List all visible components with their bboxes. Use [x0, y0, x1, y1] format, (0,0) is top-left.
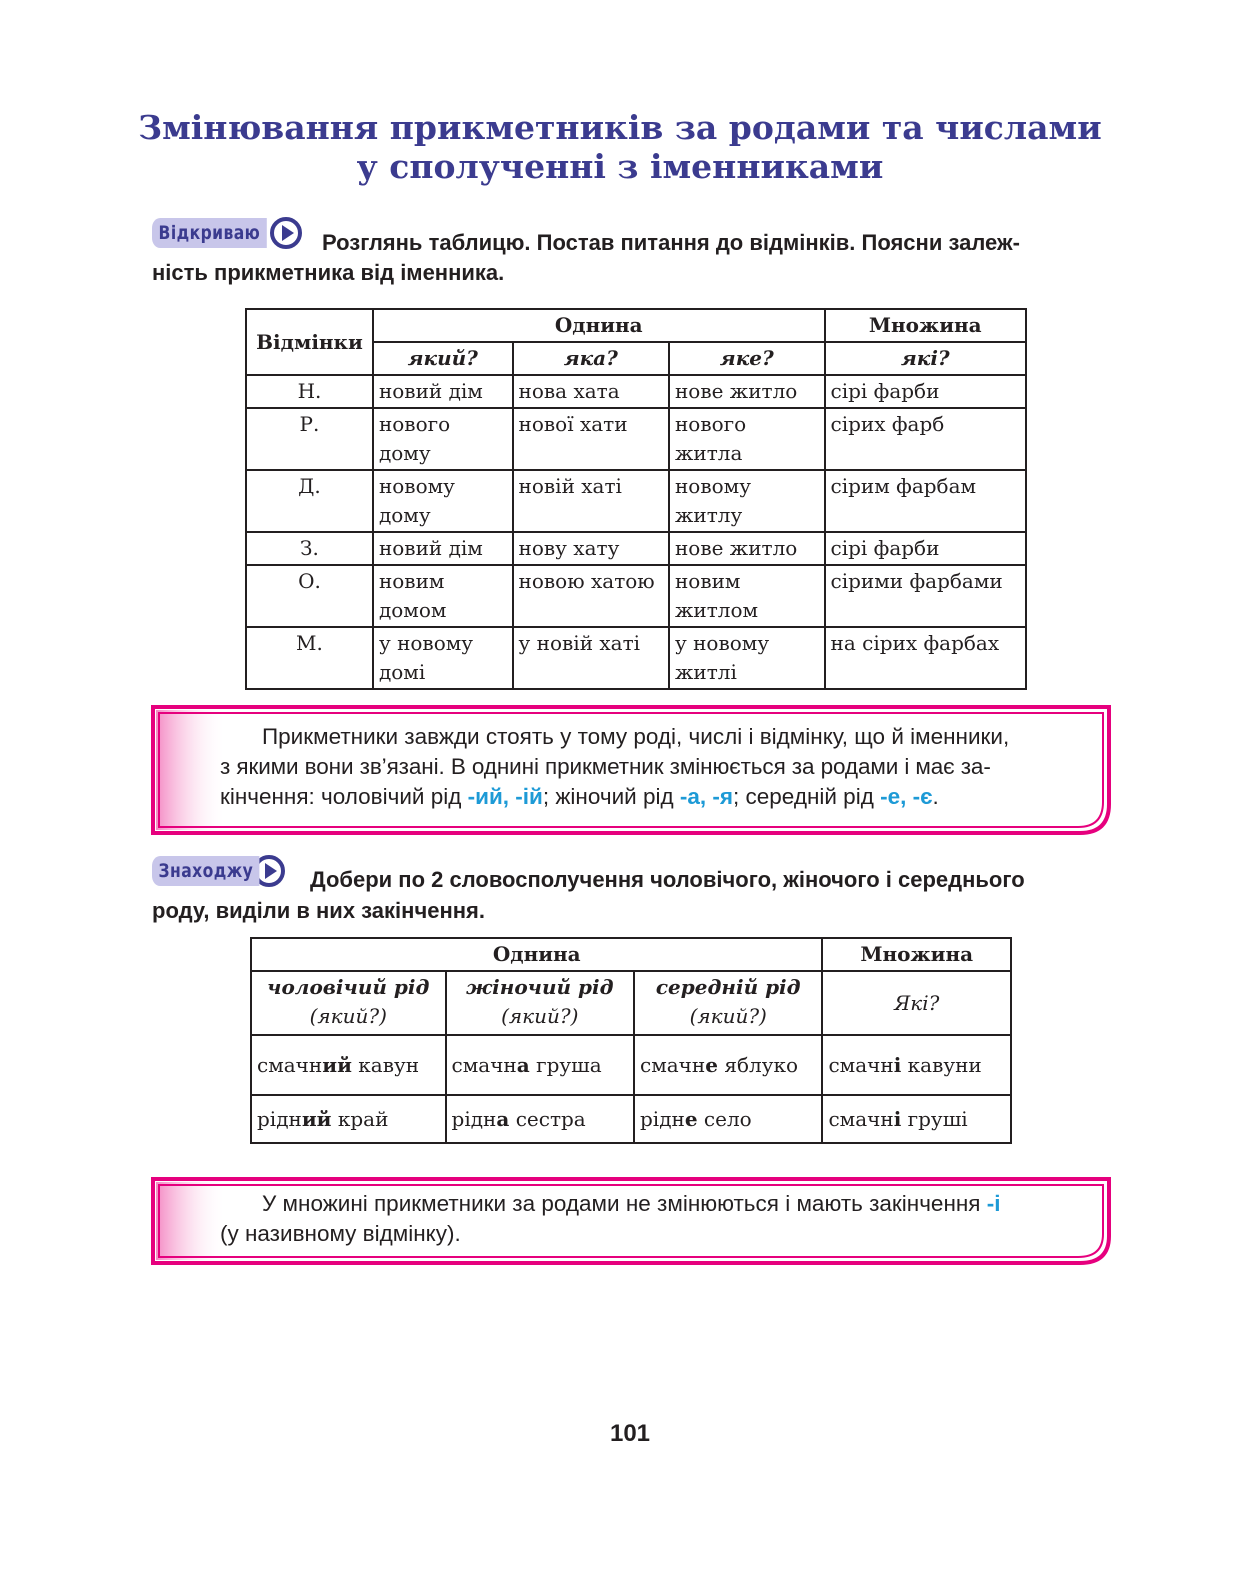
adjective-ending: і: [893, 1106, 902, 1131]
noun: кавуни: [901, 1052, 982, 1077]
case-cell: О.: [246, 565, 373, 627]
case-cell: Н.: [246, 375, 373, 408]
adjective-stem: смачн: [828, 1052, 894, 1077]
masculine-cell: у новому домі: [373, 627, 513, 689]
phrase-cell: [446, 1095, 634, 1143]
noun: сестра: [509, 1106, 586, 1131]
phrase-cell: [634, 1095, 822, 1143]
neuter-cell: у новому житлі: [669, 627, 825, 689]
ending-plural: -і: [986, 1191, 1001, 1216]
adjective-stem: смачн: [640, 1052, 706, 1077]
rule-2-line-1: [220, 1189, 1086, 1219]
feminine-cell: у новій хаті: [513, 627, 669, 689]
noun: село: [697, 1106, 752, 1131]
noun: кавун: [351, 1052, 420, 1077]
adjective-ending: а: [516, 1052, 530, 1077]
adjective-stem: рідн: [640, 1106, 685, 1131]
plural-cell: сірі фарби: [825, 532, 1026, 565]
header-plural: Множина: [822, 938, 1011, 971]
neuter-cell: нове житло: [669, 532, 825, 565]
case-cell: Д.: [246, 470, 373, 532]
table-header-row: [246, 309, 1026, 342]
gender-table: [250, 937, 1012, 1144]
rule-1-text: [220, 722, 1086, 812]
adjective-stem: смачн: [257, 1052, 323, 1077]
gender-neuter: [634, 971, 822, 1035]
phrase-cell: [251, 1095, 446, 1143]
phrase-cell: [634, 1035, 822, 1095]
adjective-ending: а: [496, 1106, 510, 1131]
question-neuter: яке?: [669, 342, 825, 375]
table-row: [251, 1095, 1011, 1143]
neuter-cell: нове житло: [669, 375, 825, 408]
ending-feminine: -а, -я: [679, 784, 734, 809]
header-plural: Множина: [825, 309, 1026, 342]
rule-2-text-a: У множині прикметники за родами не змінюються і мають закінчення: [262, 1191, 987, 1216]
gender-question: (який?): [689, 1004, 767, 1028]
header-singular: Однина: [251, 938, 822, 971]
feminine-cell: новій хаті: [513, 470, 669, 532]
adjective-stem: рідн: [257, 1106, 302, 1131]
rule-1-text-c: ; середній рід: [733, 784, 881, 809]
neuter-cell: нового житла: [669, 408, 825, 470]
adjective-ending: е: [684, 1106, 698, 1131]
table-row: [246, 565, 1026, 627]
plural-cell: сірі фарби: [825, 375, 1026, 408]
task-2-line-1: Добери по 2 словосполучення чоловічого, жіночого і середнього: [310, 867, 1025, 892]
gender-feminine: [446, 971, 634, 1035]
badge-discover: [152, 215, 302, 251]
adjective-ending: е: [705, 1052, 718, 1077]
task-2-line-2: роду, виділи в них закінчення.: [152, 898, 485, 923]
rule-1-line-3: [220, 782, 1086, 812]
noun: яблуко: [717, 1052, 798, 1077]
badge-label: Відкриваю: [152, 218, 267, 248]
plural-question: Які?: [822, 971, 1011, 1035]
page-title: [0, 108, 1240, 186]
feminine-cell: нова хата: [513, 375, 669, 408]
table-row: [246, 375, 1026, 408]
table-row: [246, 627, 1026, 689]
adjective-stem: рідн: [451, 1106, 497, 1131]
plural-cell: сірих фарб: [825, 408, 1026, 470]
gender-question: (який?): [309, 1004, 387, 1028]
gender-row: [251, 971, 1011, 1035]
title-line-2: у сполученні з іменниками: [356, 147, 884, 186]
masculine-cell: новий дім: [373, 532, 513, 565]
masculine-cell: новий дім: [373, 375, 513, 408]
noun: край: [331, 1106, 389, 1131]
rule-1-text-d: .: [932, 784, 939, 809]
title-line-1: Змінювання прикметників за родами та числами: [138, 108, 1102, 147]
declension-table: [245, 308, 1027, 690]
table-row: [246, 532, 1026, 565]
case-cell: Р.: [246, 408, 373, 470]
feminine-cell: нової хати: [513, 408, 669, 470]
ending-masculine: -ий, -ій: [467, 784, 543, 809]
gender-question: (який?): [501, 1004, 579, 1028]
neuter-cell: новим житлом: [669, 565, 825, 627]
adjective-ending: ий: [301, 1106, 332, 1131]
task-1-line-1: Розглянь таблицю. Постав питання до відмінків. Поясни залеж-: [322, 230, 1020, 255]
adjective-stem: смачн: [451, 1052, 517, 1077]
question-masculine: який?: [373, 342, 513, 375]
rule-2-text: [220, 1189, 1086, 1249]
header-singular: Однина: [373, 309, 825, 342]
gender-name: середній рід: [655, 975, 801, 999]
task-1-line-2: ність прикметника від іменника.: [152, 260, 505, 285]
rule-1-text-a: кінчення: чоловічий рід: [220, 784, 468, 809]
case-cell: З.: [246, 532, 373, 565]
table-header-row: [251, 938, 1011, 971]
plural-cell: на сірих фарбах: [825, 627, 1026, 689]
plural-cell: сірим фарбам: [825, 470, 1026, 532]
adjective-ending: і: [893, 1052, 902, 1077]
header-cases: Відмінки: [246, 309, 373, 375]
feminine-cell: нову хату: [513, 532, 669, 565]
masculine-cell: новому дому: [373, 470, 513, 532]
rule-1-line-2: з якими вони зв’язані. В однині прикметник змінюється за родами і має за-: [220, 754, 991, 779]
badge-label: Знаходжу: [152, 856, 260, 886]
noun: груша: [529, 1052, 602, 1077]
phrase-cell: [446, 1035, 634, 1095]
phrase-cell: [251, 1035, 446, 1095]
masculine-cell: новим домом: [373, 565, 513, 627]
table-row: [246, 408, 1026, 470]
question-feminine: яка?: [513, 342, 669, 375]
rule-2-line-2: (у називному відмінку).: [220, 1221, 461, 1246]
table-row: [251, 1035, 1011, 1095]
adjective-stem: смачн: [828, 1106, 894, 1131]
feminine-cell: новою хатою: [513, 565, 669, 627]
ending-neuter: -е, -є: [880, 784, 933, 809]
adjective-ending: ий: [322, 1052, 352, 1077]
phrase-cell: [822, 1035, 1011, 1095]
masculine-cell: нового дому: [373, 408, 513, 470]
table-row: [246, 470, 1026, 532]
phrase-cell: [822, 1095, 1011, 1143]
noun: груші: [901, 1106, 968, 1131]
gender-name: жіночий рід: [466, 975, 614, 999]
neuter-cell: новому житлу: [669, 470, 825, 532]
badge-find: [152, 853, 285, 889]
page-number: 101: [609, 1420, 651, 1447]
gender-masculine: [251, 971, 446, 1035]
rule-1-line-1: Прикметники завжди стоять у тому роді, числі і відмінку, що й іменники,: [262, 724, 1010, 749]
rule-1-text-b: ; жіночий рід: [542, 784, 680, 809]
question-plural: які?: [825, 342, 1026, 375]
plural-cell: сірими фарбами: [825, 565, 1026, 627]
gender-name: чоловічий рід: [267, 975, 430, 999]
play-arrow-icon: [270, 217, 302, 249]
case-cell: М.: [246, 627, 373, 689]
